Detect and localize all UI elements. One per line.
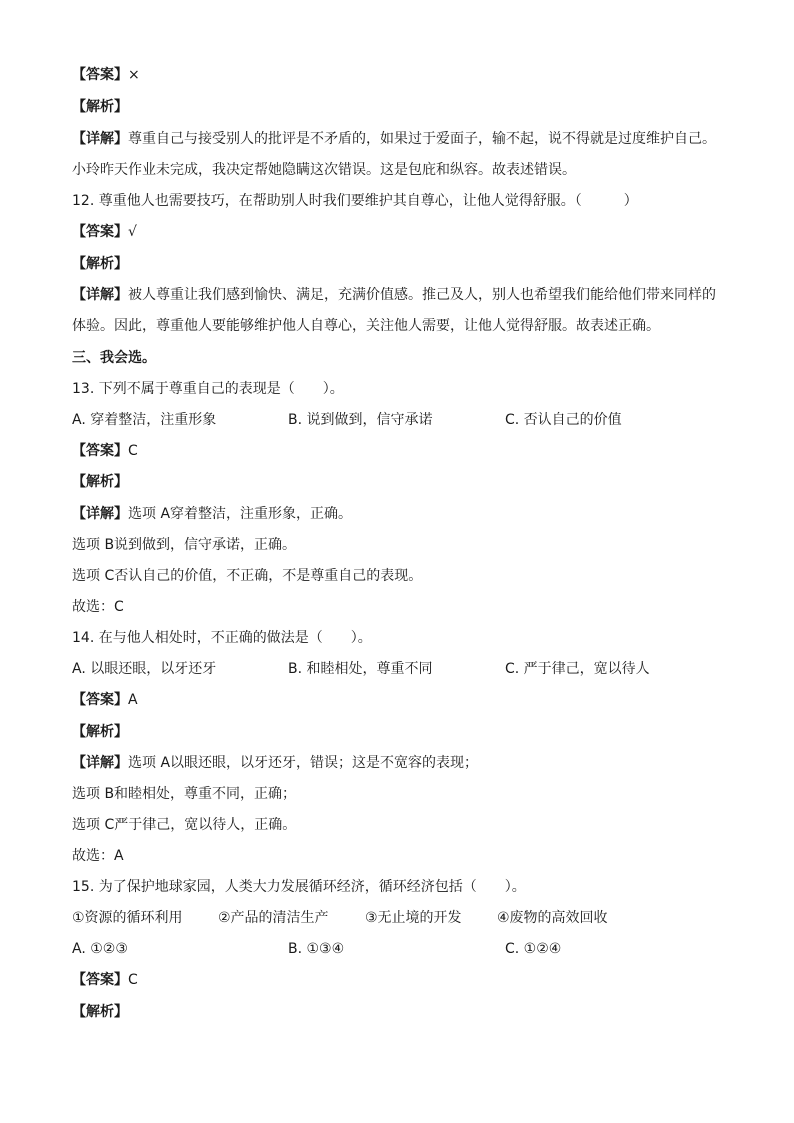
option-14-b: B. 和睦相处，尊重不同 bbox=[288, 661, 433, 677]
analysis-12 bbox=[72, 254, 128, 274]
option-15-a: A. ①②③ bbox=[72, 941, 128, 957]
option-13-c: C. 否认自己的价值 bbox=[505, 412, 622, 428]
question-14: 14. 在与他人相处时，不正确的做法是（ ）。 bbox=[72, 630, 372, 646]
answer-13 bbox=[72, 441, 138, 461]
detail-13 bbox=[72, 504, 352, 524]
answer-tag: 【答案】 bbox=[72, 443, 128, 459]
analysis-15 bbox=[72, 1002, 128, 1022]
detail-tag: 【详解】 bbox=[72, 506, 128, 522]
analysis-14 bbox=[72, 722, 128, 742]
question-15: 15. 为了保护地球家园，人类大力发展循环经济，循环经济包括（ ）。 bbox=[72, 879, 526, 895]
detail-text: 选项 A以眼还眼，以牙还牙，错误；这是不宽容的表现； bbox=[128, 755, 479, 771]
analysis-tag: 【解析】 bbox=[72, 99, 128, 115]
answer-15 bbox=[72, 970, 138, 990]
item-15-1: ①资源的循环利用 bbox=[72, 910, 183, 926]
item-15-2: ②产品的清洁生产 bbox=[218, 910, 329, 926]
detail-12-cont: 体验。因此，尊重他人要能够维护他人自尊心，关注他人需要，让他人觉得舒服。故表述正确。 bbox=[72, 318, 660, 334]
detail-14-b: 选项 B和睦相处，尊重不同，正确； bbox=[72, 786, 297, 802]
answer-tag: 【答案】 bbox=[72, 972, 128, 988]
answer-12 bbox=[72, 222, 137, 242]
answer-tag: 【答案】 bbox=[72, 692, 128, 708]
detail-13-b: 选项 B说到做到，信守承诺，正确。 bbox=[72, 537, 297, 553]
answer-11 bbox=[72, 65, 140, 85]
detail-14-conclusion: 故选：A bbox=[72, 848, 124, 864]
option-14-c: C. 严于律己，宽以待人 bbox=[505, 661, 650, 677]
answer-text: A bbox=[128, 692, 138, 708]
answer-text: C bbox=[128, 972, 138, 988]
detail-11-cont: 小玲昨天作业未完成，我决定帮她隐瞒这次错误。这是包庇和纵容。故表述错误。 bbox=[72, 162, 576, 178]
option-14-a: A. 以眼还眼，以牙还牙 bbox=[72, 661, 217, 677]
detail-13-conclusion: 故选：C bbox=[72, 599, 124, 615]
analysis-tag: 【解析】 bbox=[72, 474, 128, 490]
detail-tag: 【详解】 bbox=[72, 755, 128, 771]
detail-14-c: 选项 C严于律己，宽以待人，正确。 bbox=[72, 817, 297, 833]
question-13: 13. 下列不属于尊重自己的表现是（ ）。 bbox=[72, 381, 344, 397]
analysis-13 bbox=[72, 472, 128, 492]
option-15-b: B. ①③④ bbox=[288, 941, 345, 957]
answer-text: × bbox=[128, 67, 140, 83]
detail-text: 选项 A穿着整洁，注重形象，正确。 bbox=[128, 506, 353, 522]
option-13-b: B. 说到做到，信守承诺 bbox=[288, 412, 433, 428]
analysis-11 bbox=[72, 97, 128, 117]
option-15-c: C. ①②④ bbox=[505, 941, 562, 957]
analysis-tag: 【解析】 bbox=[72, 256, 128, 272]
question-12: 12. 尊重他人也需要技巧，在帮助别人时我们要维护其自尊心，让他人觉得舒服。（ ） bbox=[72, 193, 638, 209]
detail-12 bbox=[72, 285, 716, 305]
answer-14 bbox=[72, 690, 138, 710]
detail-text: 被人尊重让我们感到愉快、满足，充满价值感。推己及人，别人也希望我们能给他们带来同样的 bbox=[128, 287, 716, 303]
item-15-4: ④废物的高效回收 bbox=[497, 910, 608, 926]
detail-13-c: 选项 C否认自己的价值，不正确，不是尊重自己的表现。 bbox=[72, 568, 423, 584]
item-15-3: ③无止境的开发 bbox=[365, 910, 462, 926]
section-heading: 三、我会选。 bbox=[72, 350, 156, 366]
detail-tag: 【详解】 bbox=[72, 287, 128, 303]
detail-11 bbox=[72, 129, 716, 149]
option-13-a: A. 穿着整洁，注重形象 bbox=[72, 412, 217, 428]
answer-text: √ bbox=[128, 224, 137, 240]
detail-tag: 【详解】 bbox=[72, 131, 128, 147]
answer-tag: 【答案】 bbox=[72, 224, 128, 240]
detail-text: 尊重自己与接受别人的批评是不矛盾的，如果过于爱面子，输不起，说不得就是过度维护自己。 bbox=[128, 131, 716, 147]
answer-text: C bbox=[128, 443, 138, 459]
analysis-tag: 【解析】 bbox=[72, 1004, 128, 1020]
analysis-tag: 【解析】 bbox=[72, 724, 128, 740]
detail-14 bbox=[72, 753, 478, 773]
answer-tag: 【答案】 bbox=[72, 67, 128, 83]
